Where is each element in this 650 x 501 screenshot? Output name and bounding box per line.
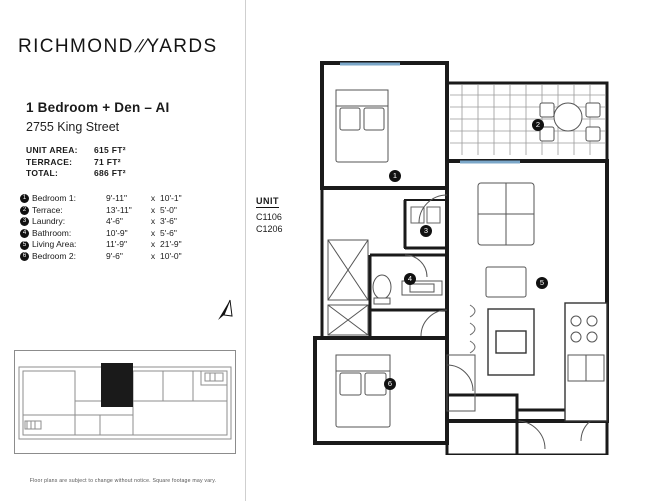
room-dim-separator: x [150,239,156,250]
room-height: 10'-1" [160,193,182,203]
room-width: 9'-6" [106,250,123,261]
room-dim-separator: x [150,227,156,238]
room-width: 11'-9" [106,239,128,250]
area-summary [26,145,206,180]
room-row [20,239,230,251]
room-marker: 4 [20,229,29,238]
area-row [26,145,206,157]
room-height: 21'-9" [160,239,182,250]
room-dim-separator: x [150,193,156,203]
info-panel [0,0,246,501]
room-name: Laundry: [32,216,66,227]
room-row [20,205,230,217]
brand-name-right: YARDS [146,36,218,57]
brand-slash: // [132,36,149,57]
room-width: 9'-11" [106,193,128,203]
area-label: UNIT AREA: [26,145,78,155]
room-row [20,228,230,240]
room-name: Bedroom 1: [32,193,76,203]
room-height: 5'-0" [160,204,177,215]
room-name: Terrace: [32,204,63,215]
room-row [20,251,230,263]
unit-list [256,196,318,235]
area-value: 686 FT² [94,168,126,178]
north-arrow-icon [208,296,238,326]
room-marker: 1 [20,194,29,203]
room-row [20,193,230,205]
room-marker: 6 [20,252,29,261]
brand-logo [18,36,238,62]
unit-list-item: C1206 [256,224,283,234]
area-row [26,168,206,180]
unit-list-item: C1106 [256,212,282,222]
key-plan-drawing [15,351,235,453]
plan-marker-1: 1 [389,170,401,182]
room-marker: 5 [20,241,29,250]
unit-address: 2755 King Street [26,120,120,134]
room-dim-separator: x [150,204,156,215]
room-height: 3'-6" [160,216,177,227]
room-dimension-list [20,193,230,263]
area-row [26,157,206,169]
floor-plan-drawing [310,55,640,455]
plan-marker-4: 4 [404,273,416,285]
plan-marker-2: 2 [532,119,544,131]
room-height: 10'-0" [160,250,182,261]
plan-marker-6: 6 [384,378,396,390]
area-value: 71 FT² [94,156,121,167]
brand-name-left: RICHMOND [18,36,134,57]
key-plan [14,350,236,454]
room-row [20,216,230,228]
unit-list-header: UNIT [256,196,279,206]
room-width: 13'-11" [106,204,132,215]
room-width: 4'-6" [106,216,123,227]
room-name: Living Area: [32,239,77,250]
room-marker: 2 [20,206,29,215]
room-dim-separator: x [150,250,156,261]
room-name: Bathroom: [32,227,72,238]
plan-marker-5: 5 [536,277,548,289]
page-title: 1 Bedroom + Den – AI [26,100,170,115]
room-marker: 3 [20,217,29,226]
room-width: 10'-9" [106,227,128,238]
area-value: 615 FT² [94,145,126,155]
disclaimer-text: Floor plans are subject to change without notice. Square footage may vary. [29,478,217,484]
room-height: 5'-6" [160,227,177,238]
room-dim-separator: x [150,216,156,227]
room-name: Bedroom 2: [32,250,76,261]
area-label: TOTAL: [26,168,59,178]
area-label: TERRACE: [26,156,73,167]
plan-marker-3: 3 [420,225,432,237]
